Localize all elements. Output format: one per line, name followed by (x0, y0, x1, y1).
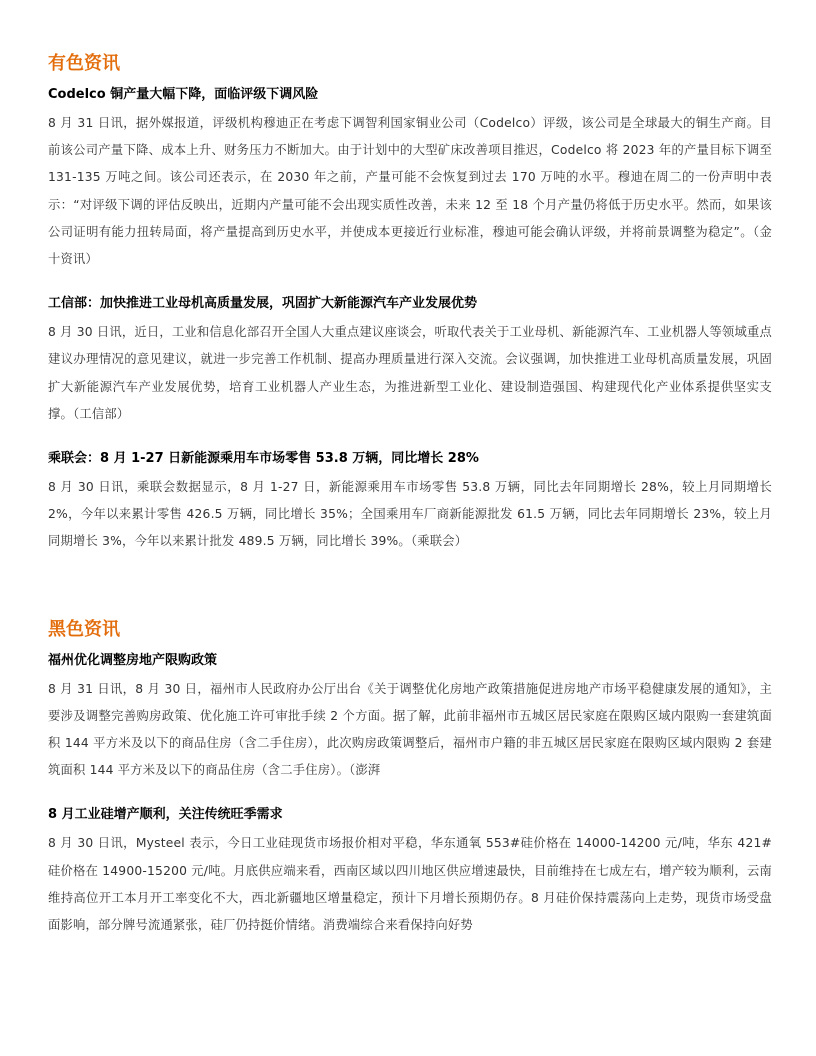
section-title: 黑色资讯 (48, 618, 120, 640)
news-article (48, 293, 772, 428)
article-body: 8 月 30 日讯，Mysteel 表示，今日工业硅现货市场报价相对平稳，华东通氧 553#硅价格在 14000-14200 元/吨，华东 421#硅价格在 14900-15200 元/吨。月底供应端来看，西南区域以四川地区供应增速最快，目前维持在七成左右，增产较为顺利，云南维持高位开工本月开工率变化不大，西北新疆地区增量稳定，预计下月增长预期仍存。8 月硅价保持震荡向上走势，现货市场受盘面影响，部分牌号流通紧张，硅厂仍持挺价情绪。消费端综合来看保持向好势 (48, 836, 772, 933)
ferrous-news-section (48, 616, 772, 940)
article-headline: 乘联会：8 月 1-27 日新能源乘用车市场零售 53.8 万辆，同比增长 28% (48, 451, 479, 467)
article-headline: 福州优化调整房地产限购政策 (48, 652, 218, 668)
article-body: 8 月 30 日讯，近日，工业和信息化部召开全国人大重点建议座谈会，听取代表关于工业母机、新能源汽车、工业机器人等领域重点建议办理情况的意见建议，就进一步完善工作机制、提高办理质量进行深入交流。会议强调，加快推进工业母机高质量发展，巩固扩大新能源汽车产业发展优势，培育工业机器人产业生态，为推进新型工业化、建设制造强国、构建现代化产业体系提供坚实支撑。（工信部） (48, 325, 772, 421)
article-body: 8 月 31 日讯，8 月 30 日，福州市人民政府办公厅出台《关于调整优化房地产政策措施促进房地产市场平稳健康发展的通知》，主要涉及调整完善购房政策、优化施工许可审批手续 2 个方面。据了解，此前非福州市五城区居民家庭在限购区域内限购一套建筑面积 144 平方米及以下的商品住房（含二手住房），此次购房政策调整后，福州市户籍的非五城区居民家庭在限购区域内限购 2 套建筑面积 144 平方米及以下的商品住房（含二手住房）。（澎湃 (48, 681, 772, 778)
article-body: 8 月 31 日讯，据外媒报道，评级机构穆迪正在考虑下调智利国家铜业公司（Codelco）评级，该公司是全球最大的铜生产商。目前该公司产量下降、成本上升、财务压力不断加大。由于计划中的大型矿床改善项目推迟，Codelco 将 2023 年的产量目标下调至 131-135 万吨之间。该公司还表示，在 2030 年之前，产量可能不会恢复到过去 170 万吨的水平。穆迪在周二的一份声明中表示：“对评级下调的评估反映出，近期内产量可能不会出现实质性改善，未来 12 至 18 个月产量仍将低于历史水平。然而，如果该公司证明有能力扭转局面，将产量提高到历史水平，并使成本更接近行业标准，穆迪可能会确认评级，并将前景调整为稳定”。（金十资讯） (48, 116, 772, 267)
section-divider (48, 576, 772, 616)
news-article (48, 448, 772, 556)
nonferrous-news-section (48, 50, 772, 556)
article-body: 8 月 30 日讯，乘联会数据显示，8 月 1-27 日，新能源乘用车市场零售 53.8 万辆，同比去年同期增长 28%，较上月同期增长 2%，今年以来累计零售 426.5 万辆，同比增长 35%；全国乘用车厂商新能源批发 61.5 万辆，同比去年同期增长 23%，较上月同期增长 3%，今年以来累计批发 489.5 万辆，同比增长 39%。（乘联会） (48, 480, 772, 549)
news-article (48, 804, 772, 939)
article-headline: Codelco 铜产量大幅下降，面临评级下调风险 (48, 87, 319, 102)
document-page (48, 50, 772, 959)
news-article (48, 84, 772, 273)
section-title: 有色资讯 (48, 53, 120, 74)
news-article (48, 650, 772, 785)
article-headline: 工信部：加快推进工业母机高质量发展，巩固扩大新能源汽车产业发展优势 (48, 296, 478, 312)
article-headline: 8 月工业硅增产顺利，关注传统旺季需求 (48, 807, 283, 823)
